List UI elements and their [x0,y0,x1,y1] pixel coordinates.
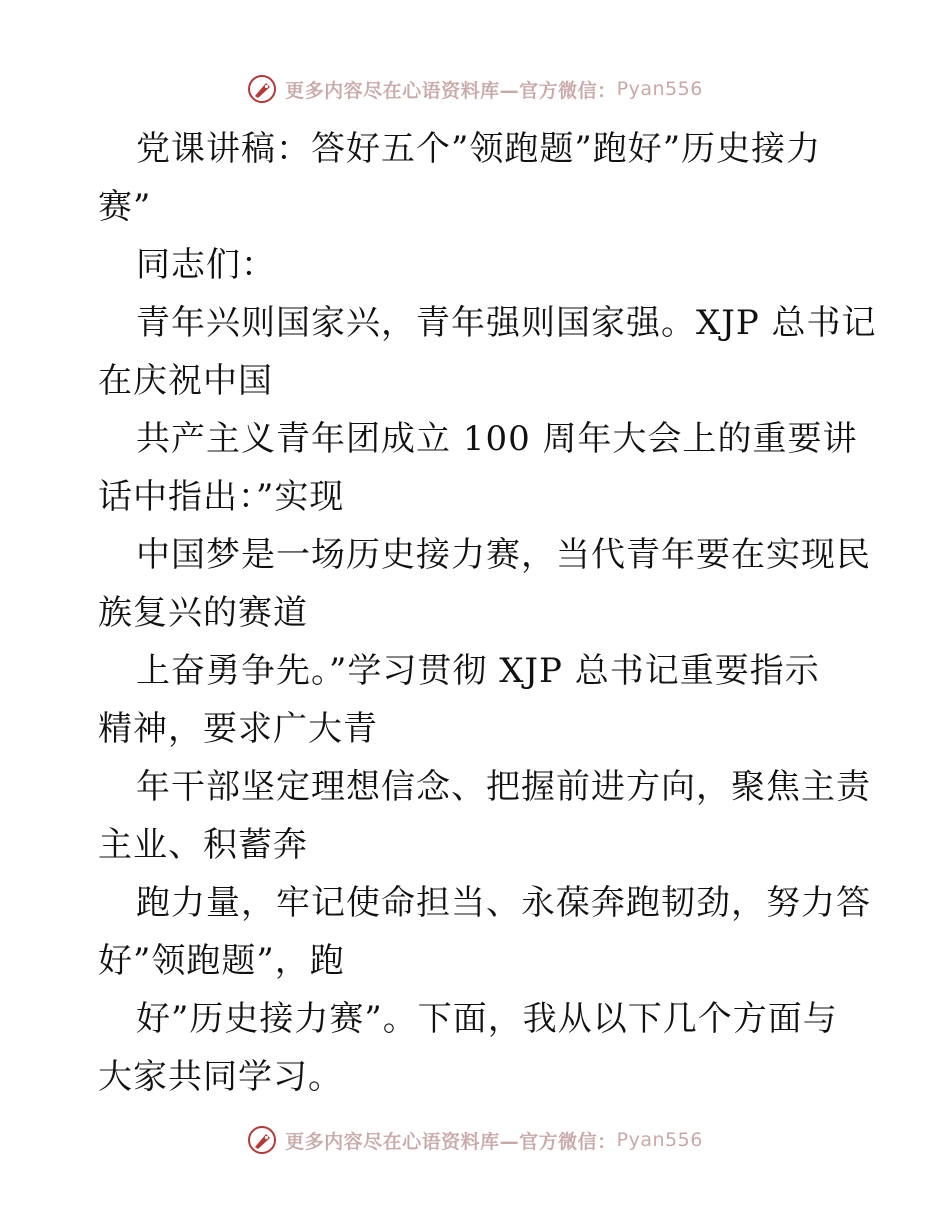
text-line: 年干部坚定理想信念、把握前进方向，聚焦主责 [136,767,871,807]
text-line: 好”领跑题”，跑 [98,941,345,981]
text-line: 共产主义青年团成立 100 周年大会上的重要讲 [136,419,858,459]
text-line: 赛” [98,187,152,227]
text-line: 族复兴的赛道 [98,593,308,633]
paragraph [98,526,871,642]
watermark-handle: Pyan556 [616,1129,703,1151]
watermark-footer [0,1125,950,1155]
text-line: 跑力量，牢记使命担当、永葆奔跑韧劲，努力答 [136,883,871,923]
watermark-text: 更多内容尽在心语资料库—官方微信： [285,79,617,102]
text-line: 同志们： [136,245,276,285]
watermark-text: 更多内容尽在心语资料库—官方微信： [285,1130,617,1153]
text-line: 大家共同学习。 [98,1057,343,1097]
pen-nib-icon [247,1125,277,1155]
paragraph [98,990,858,1106]
paragraph-salutation [98,236,858,294]
paragraph [98,758,871,874]
paragraph [98,410,858,526]
text-line: 好”历史接力赛”。下面，我从以下几个方面与 [136,999,838,1039]
paragraph [98,874,871,990]
text-line: 中国梦是一场历史接力赛，当代青年要在实现民 [136,535,871,575]
text-line: 精神，要求广大青 [98,709,378,749]
document-body [98,120,877,1106]
text-line: 话中指出：”实现 [98,477,345,517]
text-line: 在庆祝中国 [98,361,273,401]
text-line: 青年兴则国家兴，青年强则国家强。XJP 总书记 [136,303,877,343]
pen-nib-icon [247,74,277,104]
paragraph-title [98,120,858,236]
paragraph [98,294,877,410]
paragraph [98,642,858,758]
watermark-handle: Pyan556 [616,78,703,100]
text-line: 主业、积蓄奔 [98,825,308,865]
text-line: 上奋勇争先。”学习贯彻 XJP 总书记重要指示 [136,651,820,691]
text-line: 党课讲稿：答好五个”领跑题”跑好”历史接力 [136,129,822,169]
watermark-header [0,74,950,104]
